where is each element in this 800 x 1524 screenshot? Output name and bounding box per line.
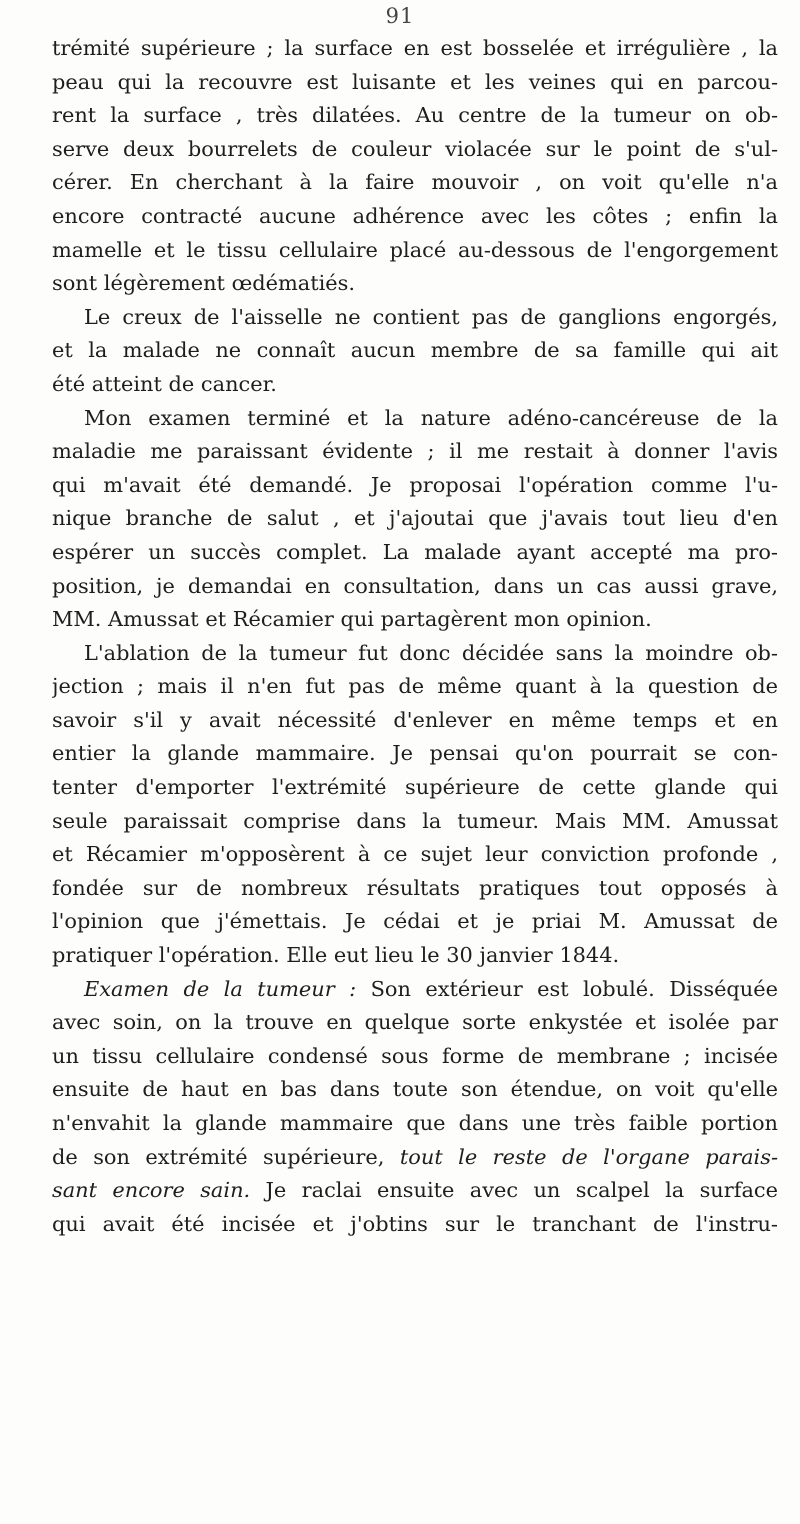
line-text: un tissu cellulaire condensé sous forme de membrane ; incisée	[52, 1043, 778, 1068]
text-line	[52, 32, 778, 66]
text-line	[52, 469, 778, 503]
line-text: Je raclai ensuite avec un scalpel la surface	[250, 1178, 778, 1203]
paragraph-tumor-description	[52, 32, 778, 301]
line-text: avec soin, on la trouve en quelque sorte enkystée et isolée par	[52, 1010, 778, 1035]
line-text: et la malade ne connaît aucun membre de sa famille qui ait	[52, 338, 778, 363]
text-line	[52, 368, 778, 402]
line-text: seule paraissait comprise dans la tumeur. Mais MM. Amussat	[52, 808, 778, 833]
line-text: mamelle et le tissu cellulaire placé au-dessous de l'engorgement	[52, 237, 778, 262]
body-text	[52, 32, 778, 1241]
text-line	[52, 1040, 778, 1074]
text-line	[52, 1208, 778, 1242]
line-text: cérer. En cherchant à la faire mouvoir , on voit qu'elle n'a	[52, 170, 778, 195]
line-text: Mon examen terminé et la nature adéno-cancéreuse de la	[84, 405, 778, 430]
line-text: L'ablation de la tumeur fut donc décidée sans la moindre ob-	[84, 640, 778, 665]
line-text: rent la surface , très dilatées. Au centre de la tumeur on ob-	[52, 103, 778, 128]
line-text: été atteint de cancer.	[52, 371, 277, 396]
line-text: de son extrémité supérieure,	[52, 1144, 385, 1169]
text-line	[52, 570, 778, 604]
italic-text: Examen de la tumeur :	[84, 976, 357, 1001]
line-text: qui m'avait été demandé. Je proposai l'opération comme l'u-	[52, 472, 778, 497]
line-text: peau qui la recouvre est luisante et les veines qui en parcou-	[52, 69, 778, 94]
text-line	[52, 603, 778, 637]
italic-text: tout le reste de l'organe parais-	[384, 1144, 778, 1169]
text-line	[52, 670, 778, 704]
line-text: position, je demandai en consultation, dans un cas aussi grave,	[52, 573, 778, 598]
line-text: entier la glande mammaire. Je pensai qu'on pourrait se con-	[52, 741, 778, 766]
paragraph-aisselle	[52, 301, 778, 402]
line-text: savoir s'il y avait nécessité d'enlever en même temps et en	[52, 707, 778, 732]
text-line	[52, 939, 778, 973]
text-line	[52, 737, 778, 771]
line-text: qui avait été incisée et j'obtins sur le tranchant de l'instru-	[52, 1211, 778, 1236]
line-text: n'envahit la glande mammaire que dans une très faible portion	[52, 1111, 778, 1135]
text-line	[52, 234, 778, 268]
text-line	[52, 267, 778, 301]
line-text: fondée sur de nombreux résultats pratiques tout opposés à	[52, 875, 778, 900]
page-number: 91	[385, 4, 415, 28]
text-line	[52, 402, 778, 436]
line-text: Son extérieur est lobulé. Disséquée	[356, 976, 778, 1001]
line-text: maladie me paraissant évidente ; il me restait à donner l'avis	[52, 439, 778, 464]
text-line	[52, 1073, 778, 1107]
italic-text: sant encore sain.	[52, 1178, 251, 1203]
text-line	[52, 973, 778, 1007]
text-line	[52, 502, 778, 536]
text-line	[52, 1006, 778, 1040]
text-line	[52, 637, 778, 671]
text-line	[52, 1141, 778, 1175]
text-line	[52, 905, 778, 939]
paragraph-examen-tumeur	[52, 973, 778, 1242]
text-line	[52, 872, 778, 906]
line-text: jection ; mais il n'en fut pas de même quant à la question de	[52, 674, 778, 699]
text-line	[52, 704, 778, 738]
line-text: MM. Amussat et Récamier qui partagèrent mon opinion.	[52, 607, 652, 632]
text-line	[52, 200, 778, 234]
text-line	[52, 1174, 778, 1208]
line-text: Le creux de l'aisselle ne contient pas de ganglions engorgés,	[84, 304, 778, 329]
text-line	[52, 66, 778, 100]
line-text: l'opinion que j'émettais. Je cédai et je priai M. Amussat de	[52, 909, 778, 934]
line-text: sont légèrement œdématiés.	[52, 271, 356, 296]
text-line	[52, 1107, 778, 1141]
text-line	[52, 334, 778, 368]
line-text: nique branche de salut , et j'ajoutai que j'avais tout lieu d'en	[52, 506, 778, 531]
text-line	[52, 435, 778, 469]
line-text: ensuite de haut en bas dans toute son étendue, on voit qu'elle	[52, 1077, 778, 1102]
line-text: trémité supérieure ; la surface en est bosselée et irrégulière , la	[52, 36, 778, 60]
text-line	[52, 99, 778, 133]
text-line	[52, 771, 778, 805]
line-text: et Récamier m'opposèrent à ce sujet leur conviction profonde ,	[52, 842, 778, 867]
line-text: espérer un succès complet. La malade ayant accepté ma pro-	[52, 539, 778, 564]
text-line	[52, 133, 778, 167]
text-line	[52, 536, 778, 570]
line-text: pratiquer l'opération. Elle eut lieu le 30 janvier 1844.	[52, 943, 620, 968]
paragraph-examen	[52, 402, 778, 637]
text-line	[52, 805, 778, 839]
line-text: serve deux bourrelets de couleur violacée sur le point de s'ul-	[52, 136, 778, 161]
text-line	[52, 166, 778, 200]
line-text: encore contracté aucune adhérence avec les côtes ; enfin la	[52, 203, 778, 228]
text-line	[52, 301, 778, 335]
paragraph-ablation	[52, 637, 778, 973]
line-text: tenter d'emporter l'extrémité supérieure de cette glande qui	[52, 775, 778, 800]
text-line	[52, 838, 778, 872]
